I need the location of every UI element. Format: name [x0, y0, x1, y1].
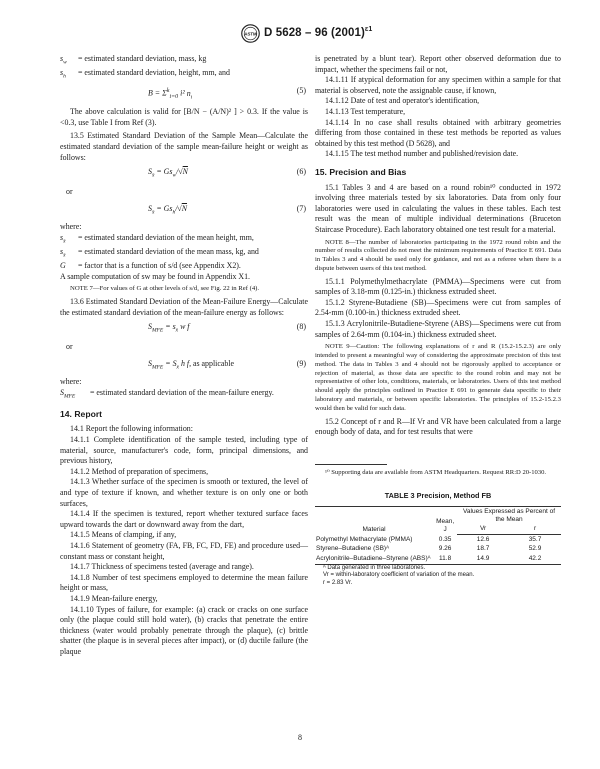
page-number: 8: [298, 733, 302, 742]
paragraph-14-1-14: 14.1.14 In no case shall results obtained with arbitrary geometries differing from those contained in these test methods be reported as values obtained by this test method (D 5628), and: [315, 117, 561, 148]
table-cell-r: 42.2: [509, 554, 561, 564]
table-cell-mean: 0.35: [438, 535, 452, 543]
table-cell-mean: 11.8: [433, 554, 457, 564]
paragraph-14-1-9: 14.1.9 Mean-failure energy,: [70, 593, 158, 603]
definition-sx-mass: $s_{x̄}$ = estimated standard deviation of the mean mass, kg, and: [60, 246, 259, 259]
paragraph-14-1-3: 14.1.3 Whether surface of the specimen is smooth or textured, the level of and type of texture if known, and whether texture is on only one or both surfaces,: [60, 477, 308, 508]
paragraph-13-6: 13.6 Estimated Standard Deviation of the Mean-Failure Energy—Calculate the estimated standard deviation of the mean-failure energy as follows:: [60, 296, 308, 317]
or-text: or: [66, 187, 73, 197]
paragraph-14-1-7: 14.1.7 Thickness of specimens tested (average and range).: [70, 562, 254, 572]
paragraph-15-1-1: 15.1.1 Polymethylmethacrylate (PMMA)—Specimens were cut from samples of 3.18-mm (0.125-in.) thickness extruded sheet.: [315, 276, 561, 297]
footnote-10: ¹⁰ Supporting data are available from ASTM Headquarters. Request RR:D 20-1030.: [325, 468, 547, 476]
equation-6: $S_{x̄} = Gs_w/√N$ (6): [148, 167, 306, 179]
svg-text:ASTM: ASTM: [244, 31, 257, 37]
table-header-group: Values Expressed as Percent of the Mean: [457, 507, 561, 525]
equation-5: $B = \Sigma^k_{i=0}$ i² $n_i$ (5): [148, 86, 306, 101]
table-note-vr: Vr = within-laboratory coefficient of variation of the mean.: [323, 572, 475, 579]
where-label-2: where:: [60, 377, 82, 387]
definition-smfe: $S_{MFE}$ = estimated standard deviation of the mean-failure energy.: [60, 387, 274, 400]
paragraph-sample-computation: A sample computation of sw may be found in Appendix X1.: [60, 271, 251, 281]
table-3: [315, 506, 561, 565]
paragraph-14-1-8: 14.1.8 Number of test specimens employed to determine the mean failure height or mass,: [60, 572, 308, 593]
table-cell-vr: 18.7: [476, 545, 490, 553]
paragraph-14-1-2: 14.1.2 Method of preparation of specimens,: [70, 466, 209, 476]
table-cell-material: Polymethyl Methacrylate (PMMA): [316, 535, 413, 543]
footnote-rule: [315, 464, 387, 465]
right-column: [315, 54, 561, 587]
table-header-r: r: [509, 524, 561, 534]
equation-9: $S_{MFE} = S_{x̄}$ h f, as applicable (9): [148, 358, 306, 371]
paragraph-14-1-15: 14.1.15 The test method number and published/revision date.: [325, 149, 519, 159]
paragraph-14-1-10: 14.1.10 Types of failure, for example: (a) crack or cracks on one surface only (the plaque could still hold water), (b) cracks that penetrate the entire thickness (water would probably penetrate through the plaque), (c) brittle shatter (the plaque is in several pieces after impact), or (d) ductile failure (the plaque: [60, 604, 308, 656]
table-header-mean: Mean, J: [433, 507, 457, 535]
table-cell-vr: 14.9: [457, 554, 509, 564]
paragraph-validity: The above calculation is valid for [B/N − (A/N)² ] > 0.3. If the value is <0.3, use Table I from Ref (3).: [60, 107, 308, 127]
table-cell-r: 35.7: [528, 535, 542, 543]
table-row: [315, 554, 561, 564]
note-8: NOTE 8—The number of laboratories participating in the 1972 round robin and the number of results collected do not meet the minimum requirements of Practice E 691. Data in Tables 3 and 4 should be used only for guidance, and not as a referee when there is a dispute between users of this test method.: [315, 238, 561, 272]
left-column: [60, 54, 308, 658]
table-cell-vr: 12.6: [476, 535, 490, 543]
definition-sw: $s_w$ = estimated standard deviation, mass, kg: [60, 54, 207, 66]
paragraph-14-1-5: 14.1.5 Means of clamping, if any,: [70, 530, 177, 540]
table-cell-mean: 9.26: [438, 545, 452, 553]
paragraph-15-1: 15.1 Tables 3 and 4 are based on a round robin¹⁰ conducted in 1972 involving three materials tested by six laboratories. Data from only four laboratories were used in calculating the values in these tables. Each test result was the mean of multiple individual determinations (Bruceton Staircase Procedure). Each laboratory obtained one test result for a material.: [315, 182, 561, 234]
section-heading-report: 14. Report: [60, 408, 103, 419]
section-heading-precision: 15. Precision and Bias: [315, 166, 407, 177]
astm-logo-icon: [241, 24, 260, 43]
paragraph-14-1-4: 14.1.4 If the specimen is textured, report whether textured surface faces upward towards the dart or downward away from the dart,: [60, 509, 308, 529]
paragraph-continued: is penetrated by a blunt tear). Report other observed deformation due to impact, whether the specimens fail or not,: [315, 54, 561, 74]
table-cell-material: Styrene–Butadiene (SB)ᴬ: [316, 545, 390, 553]
document-designation: D 5628 – 96 $(2001)^{\varepsilon 1}$: [264, 26, 373, 39]
table-row: [315, 544, 561, 554]
paragraph-14-1-12: 14.1.12 Date of test and operator's identification,: [325, 96, 480, 106]
table-3-title: TABLE 3 Precision, Method FB: [384, 491, 492, 501]
table-cell-r: 52.9: [528, 545, 542, 553]
definition-sh: $s_h$ = estimated standard deviation, height, mm, and: [60, 68, 230, 80]
note-7: NOTE 7—For values of G at other levels of s/d, see Fig. 22 in Ref (4).: [70, 285, 260, 293]
equation-7: $S_{x̄} = Gs_h/√N$ (7): [148, 203, 306, 216]
table-header-material: Material: [315, 507, 433, 535]
paragraph-14-1-1: 14.1.1 Complete identification of the sample tested, including type of material, source, manufacturer's code, form, principal dimensions, and previous history,: [60, 435, 308, 466]
where-label: where:: [60, 222, 82, 232]
table-header-vr: Vr: [457, 524, 509, 534]
paragraph-15-1-3: 15.1.3 Acrylonitrile-Butadiene-Styrene (ABS)—Specimens were cut from samples of 2.64-mm (0.104-in.) thickness extruded sheet.: [315, 319, 561, 339]
page-header: [0, 24, 600, 46]
paragraph-14-1: 14.1 Report the following information:: [70, 424, 193, 434]
definition-sx-height: $s_{x̄}$ = estimated standard deviation of the mean height, mm,: [60, 232, 254, 245]
table-cell-material: Acrylonitrile–Butadiene–Styrene (ABS)ᴬ: [315, 554, 433, 564]
table-note-a: ᴬ Data generated in three laboratories.: [323, 564, 426, 571]
paragraph-14-1-13: 14.1.13 Test temperature,: [325, 106, 406, 116]
paragraph-15-1-2: 15.1.2 Styrene-Butadiene (SB)—Specimens were cut from samples of 2.54-mm (0.100-in.) thickness extruded sheet.: [315, 297, 561, 318]
definition-g: G = factor that is a function of s/d (see Appendix X2).: [60, 260, 241, 270]
equation-8: $S_{MFE} = s_{x̄}$ w f (8): [148, 322, 306, 334]
table-note-r: r = 2.83 Vr.: [323, 579, 353, 586]
note-9: NOTE 9—Caution: The following explanations of r and R (15.2-15.2.3) are only intended to present a meaningful way of considering the approximate precision of this test method. The data in Tables 3 and 4 should not be rigorously applied to acceptance or rejection of material, as those data are specific to the round robin and may not be representative of other lots, conditions, materials, or laboratories. Users of this test method should apply the principles outlined in Practice E 691 to generate data specific to their laboratory and materials, or between specific laboratories. The principles of 15.2-15.2.3 would then be valid for such data.: [315, 343, 561, 412]
paragraph-15-2: 15.2 Concept of r and R—If Vr and VR have been calculated from a large enough body of data, and for test results that were: [315, 416, 561, 437]
or-text-2: or: [66, 342, 73, 352]
paragraph-14-1-6: 14.1.6 Statement of geometry (FA, FB, FC, FD, FE) and procedure used—constant mass or constant height,: [60, 540, 308, 561]
paragraph-13-5: 13.5 Estimated Standard Deviation of the Sample Mean—Calculate the estimated standard deviation of the sample mean-failure height or weight as follows:: [60, 131, 308, 162]
paragraph-14-1-11: 14.1.11 If atypical deformation for any specimen within a sample for that material is observed, note the assignable cause, if known,: [315, 75, 561, 95]
table-row: [315, 534, 561, 544]
